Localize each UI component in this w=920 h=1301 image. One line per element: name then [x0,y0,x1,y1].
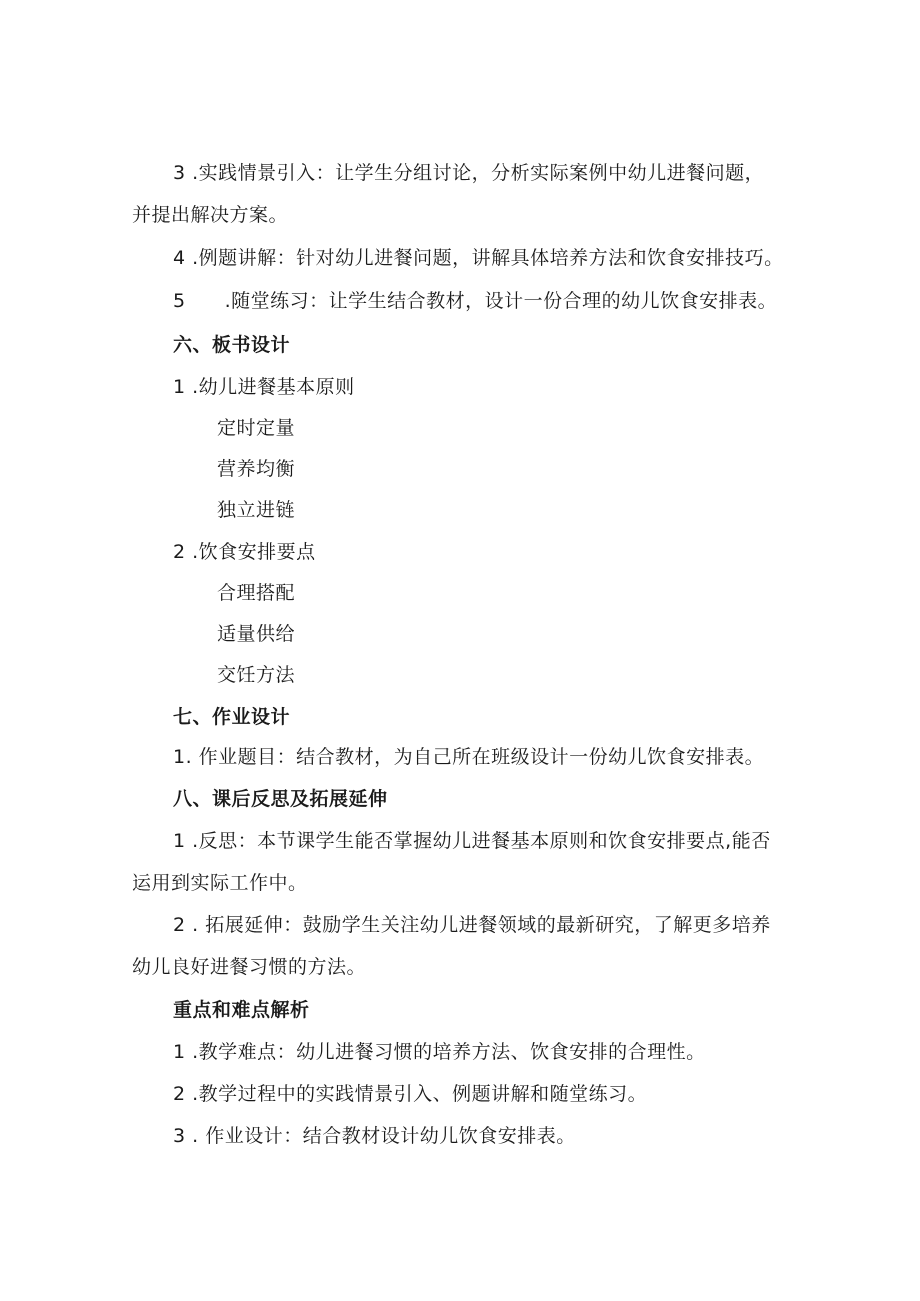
item5-text: 5 .随堂练习：让学生结合教材，设计一份合理的幼儿饮食安排表。 [173,290,778,312]
section6-group1-item: 定时定量 [217,417,296,439]
section6-group2-item: 合理搭配 [217,582,296,604]
section6-group2-item: 交饪方法 [217,664,296,686]
item4-text: 4 .例题讲解：针对幼儿进餐问题，讲解具体培养方法和饮食安排技巧。 [173,247,784,269]
section8-item2-line1: 2 . 拓展延伸：鼓励学生关注幼儿进餐领域的最新研究，了解更多培养 [173,914,771,936]
section8-item1-line2: 运用到实际工作中。 [132,872,308,894]
analysis-item2: 2 .教学过程中的实践情景引入、例题讲解和随堂练习。 [173,1083,648,1105]
section6-group2-item: 适量供给 [217,623,296,645]
section6-group1-title: 1 .幼儿进餐基本原则 [173,376,355,398]
section6-group1-item: 营养均衡 [217,458,296,480]
item3-line2: 并提出解决方案。 [132,204,289,226]
analysis-item3: 3 . 作业设计：结合教材设计幼儿饮食安排表。 [173,1125,576,1147]
section7-heading: 七、作业设计 [173,706,291,728]
section6-group1-item: 独立进链 [217,499,296,521]
section6-heading: 六、板书设计 [173,334,291,356]
item3-line1: 3 .实践情景引入：让学生分组讨论，分析实际案例中幼儿进餐问题， [173,162,765,184]
section6-group2-title: 2 .饮食安排要点 [173,541,316,563]
analysis-heading: 重点和难点解析 [173,999,310,1021]
section8-heading: 八、课后反思及拓展延伸 [173,788,388,810]
section8-item2-line2: 幼儿良好进餐习惯的方法。 [132,956,367,978]
section8-item1-line1: 1 .反思：本节课学生能否掌握幼儿进餐基本原则和饮食安排要点,能否 [173,830,771,852]
analysis-item1: 1 .教学难点：幼儿进餐习惯的培养方法、饮食安排的合理性。 [173,1041,706,1063]
section7-item1: 1. 作业题目：结合教材，为自己所在班级设计一份幼儿饮食安排表。 [173,746,765,768]
